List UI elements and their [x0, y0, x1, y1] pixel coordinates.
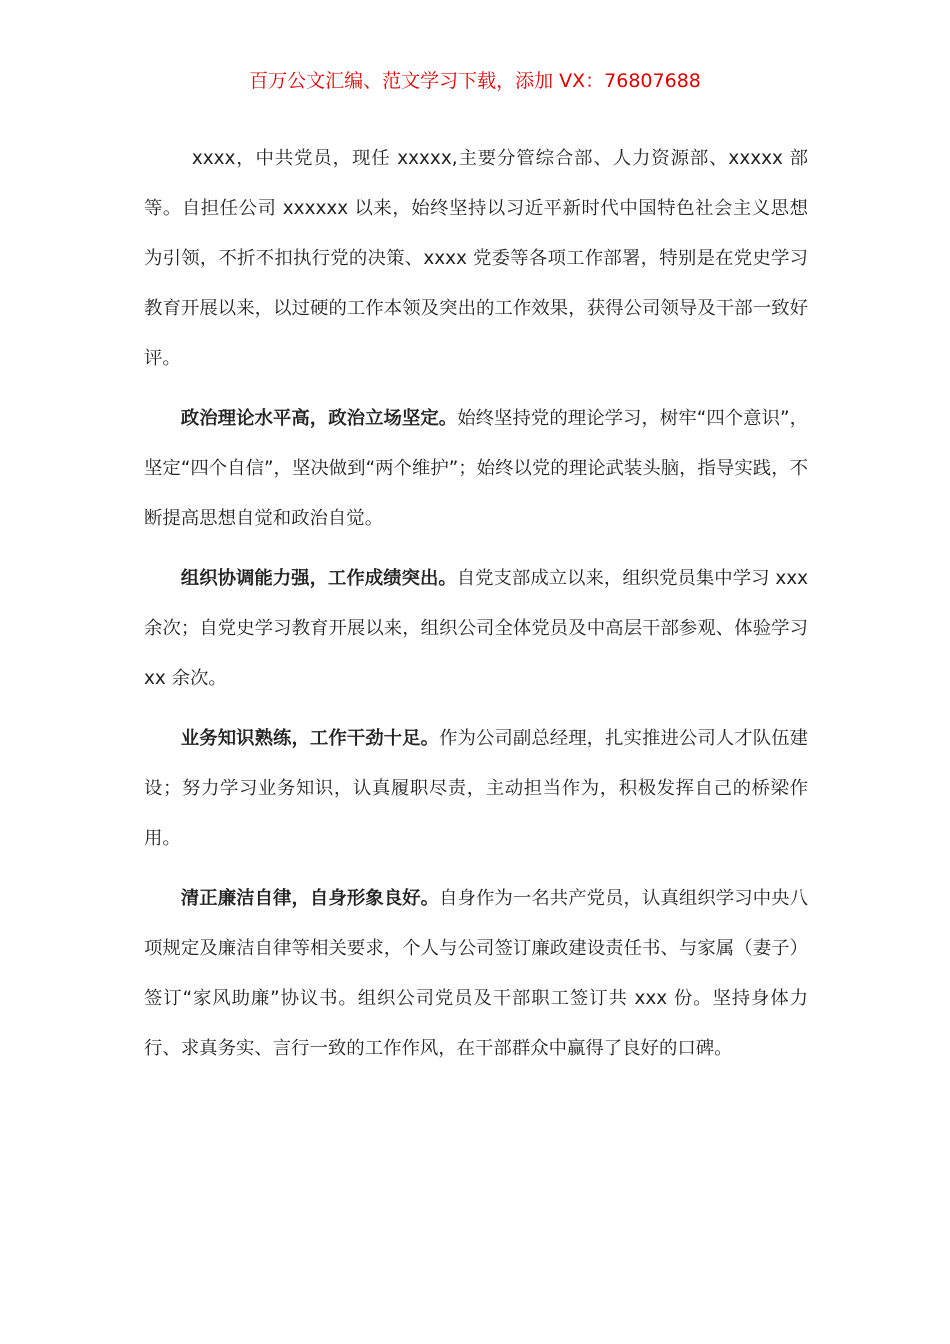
- paragraph-text: xxxx，中共党员，现任 xxxxx,主要分管综合部、人力资源部、xxxxx 部等。自担任公司 xxxxxx 以来，始终坚持以习近平新时代中国特色社会主义思想为引领，不折不扣执行党的决策、xxxx 党委等各项工作部署，特别是在党史学习教育开展以来，以过硬的工作本领及突出的工作效果，获得公司领导及干部一致好评。: [144, 148, 808, 369]
- paragraph-text: 始终坚持党的理论学习，树牢“四个意识”，坚定“四个自信”，坚决做到“两个维护”；始终以党的理论武装头脑，指导实践，不断提高思想自觉和政治自觉。: [144, 408, 808, 529]
- paragraph-lead: 组织协调能力强，工作成绩突出。: [180, 568, 457, 589]
- paragraph-intro: [144, 134, 808, 384]
- paragraph-business-knowledge: [144, 714, 808, 864]
- paragraph-text: 自身作为一名共产党员，认真组织学习中央八项规定及廉洁自律等相关要求，个人与公司签订廉政建设责任书、与家属（妻子）签订“家风助廉”协议书。组织公司党员及干部职工签订共 xxx 份。坚持身体力行、求真务实、言行一致的工作作风，在干部群众中赢得了良好的口碑。: [144, 888, 808, 1059]
- paragraph-lead: 清正廉洁自律，自身形象良好。: [180, 888, 440, 909]
- paragraph-coordination: [144, 554, 808, 704]
- paragraph-lead: 政治理论水平高，政治立场坚定。: [180, 408, 458, 429]
- header-banner: 百万公文汇编、范文学习下载，添加 VX：76807688: [249, 70, 701, 92]
- paragraph-political-theory: [144, 394, 808, 544]
- paragraph-text: 自党支部成立以来，组织党员集中学习 xxx 余次；自党史学习教育开展以来，组织公司全体党员及中高层干部参观、体验学习 xx 余次。: [144, 568, 808, 689]
- paragraph-integrity: [144, 874, 808, 1074]
- document-body: [144, 134, 808, 1084]
- paragraph-lead: 业务知识熟练，工作干劲十足。: [180, 728, 440, 749]
- paragraph-text: 作为公司副总经理，扎实推进公司人才队伍建设；努力学习业务知识，认真履职尽责，主动担当作为，积极发挥自己的桥梁作用。: [144, 728, 808, 849]
